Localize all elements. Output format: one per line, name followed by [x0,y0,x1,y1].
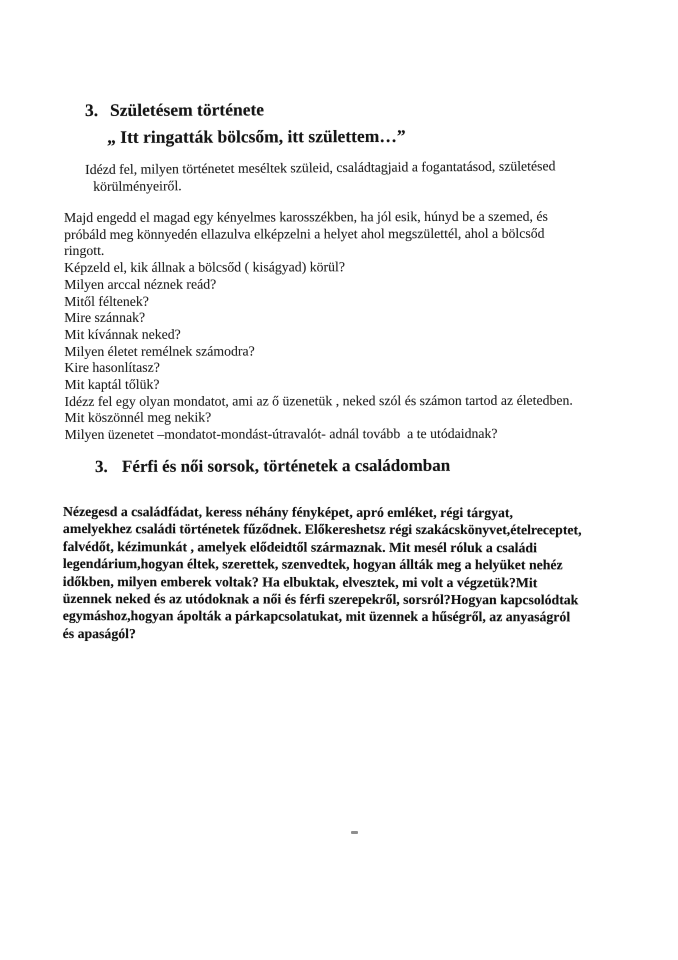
text-line: és apaságól? [62,625,136,642]
text-line: falvédőt, kézimunkát , amelyek elődeidtől származnak. Mit mesél róluk a családi [62,538,537,556]
scan-artifact-mark [351,831,358,834]
section1-heading [85,99,406,148]
text-line: Mit kívánnak neked? [64,326,181,342]
text-line: Milyen üzenetet –mondatot-mondást-útravalót- adnál tovább a te utódaidnak? [64,426,498,443]
text-line: Idézz fel egy olyan mondatot, ami az ő üzenetük , neked szól és számon tartod az életedben. [64,392,573,409]
section2-body [63,503,582,644]
section1-body [64,209,573,444]
text-line: Mitől féltenek? [64,293,149,309]
section1-number: 3. [85,99,99,120]
text-line: amelyekhez családi történetek fűződnek. Előkereshetsz régi szakácskönyvet,ételreceptet, [62,521,582,538]
text-line: ringott. [64,243,105,259]
text-line: időkben, milyen emberek voltak? Ha elbuktak, elvesztek, mi volt a végzetük?Mit [62,573,538,590]
section2-title: Férfi és női sorsok, történetek a családomban [121,455,451,476]
text-line: Képzeld el, kik állnak a bölcsőd ( kiságyad) körül? [64,259,346,276]
text-line: Mit köszönnél meg nekik? [64,410,212,426]
text-line: legendárium,hogyan éltek, szerettek, szenvedtek, hogyan állták meg a helyüket nehéz [62,556,563,573]
text-line: egymáshoz,hogyan ápolták a párkapcsolatukat, mit üzennek a hűségről, az anyaságról [62,608,571,625]
section2-number: 3. [95,456,108,476]
text-line: Idézd fel, milyen történetet meséltek szüleid, családtagjaid a fogantatásod, születésed [85,158,556,177]
text-line: üzennek neked és az utódoknak a női és férfi szerepekről, sorsról?Hogyan kapcsolódtak [62,591,579,608]
section1-quote: „ Itt ringatták bölcsőm, itt születtem…” [107,125,406,147]
text-line: Kire hasonlítasz? [64,360,160,376]
text-line: körülményeiről. [93,178,182,194]
text-line: Mit kaptál tőlük? [64,376,160,393]
section1-intro [85,158,556,195]
text-line: Nézegesd a családfádat, keress néhány fényképet, apró emléket, régi tárgyat, [62,504,513,521]
section2-heading [95,456,450,477]
text-line: Milyen arccal néznek reád? [64,276,217,292]
text-line: Milyen életet remélnek számodra? [64,343,255,359]
text-line: Mire szánnak? [64,310,146,326]
text-line: Majd engedd el magad egy kényelmes karosszékben, ha jól esik, húnyd be a szemed, és [64,208,548,225]
section1-title: Születésem története [109,99,265,120]
text-line: próbáld meg könnyedén ellazulva elképzelni a helyet ahol megszülettél, ahol a bölcsőd [64,225,545,242]
